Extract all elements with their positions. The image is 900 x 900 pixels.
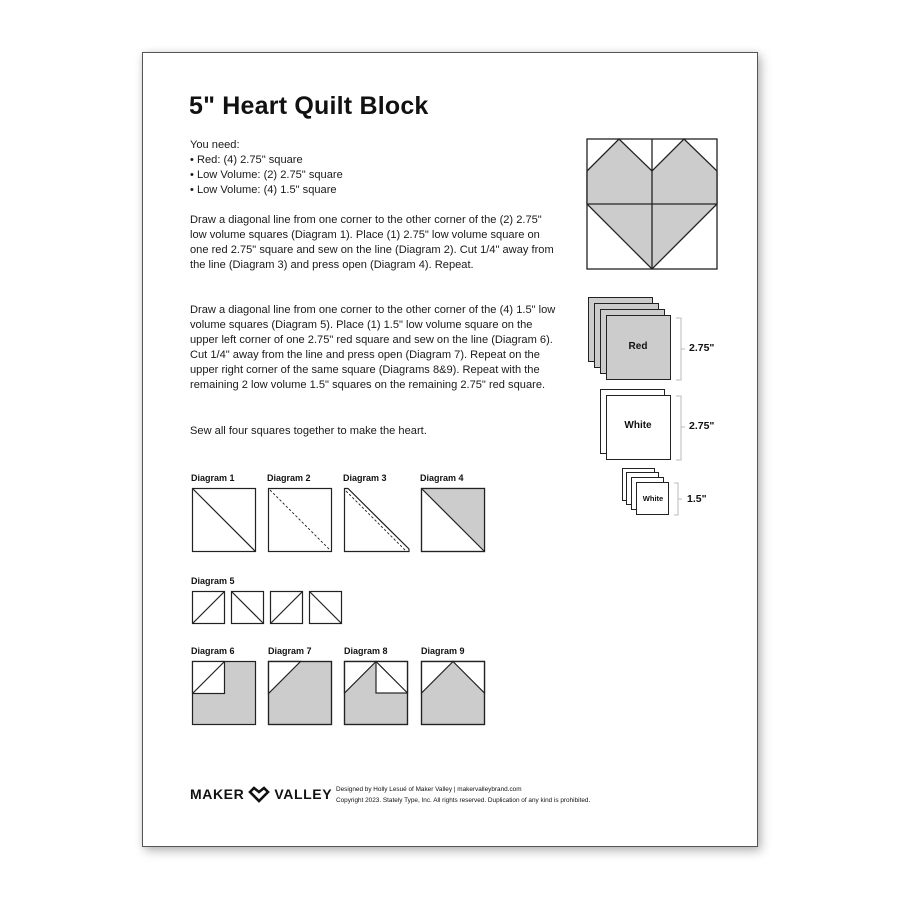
white-large-stack-label: White	[624, 420, 652, 431]
heart-logo-icon	[248, 786, 270, 802]
diagram-6	[192, 661, 256, 725]
diagram-3-label: Diagram 3	[343, 473, 387, 483]
red-stack-label: Red	[628, 341, 648, 352]
diagram-9-label: Diagram 9	[421, 646, 465, 656]
red-stack-dimension: 2.75"	[689, 342, 715, 354]
diagram-4	[421, 488, 485, 552]
white-large-stack-dimension: 2.75"	[689, 420, 715, 432]
materials-list	[190, 138, 560, 198]
diagram-7-label: Diagram 7	[268, 646, 312, 656]
materials-item: • Red: (4) 2.75" square	[190, 154, 303, 166]
materials-item: • Low Volume: (2) 2.75" square	[190, 169, 343, 181]
brand-left: MAKER	[190, 786, 245, 802]
diagram-1-label: Diagram 1	[191, 473, 235, 483]
diagram-4-label: Diagram 4	[420, 473, 464, 483]
copyright-notice: Copyright 2023. Stately Type, Inc. All rights reserved. Duplication of any kind is prohibited.	[336, 797, 591, 804]
footer-credits	[336, 784, 590, 806]
instruction-paragraph-2: Draw a diagonal line from one corner to the other corner of the (4) 1.5" low volume squares (Diagram 5). Place (1) 1.5" low volume square on the upper left corner of one 2.75" red square and sew on the line (Diagram 6). Cut 1/4" away from the line and press open (Diagram 7). Repeat on the upper right corner of the same square (Diagrams 8&9). Repeat with the remaining 2 low volume 1.5" squares on the remaining 2.75" red square.	[190, 304, 556, 391]
heart-block-diagram	[587, 139, 717, 269]
instruction-paragraph-3: Sew all four squares together to make the heart.	[190, 425, 427, 437]
page-title: 5" Heart Quilt Block	[189, 92, 429, 120]
diagram-2-label: Diagram 2	[267, 473, 311, 483]
diagram-3	[344, 488, 410, 552]
diagram-8-label: Diagram 8	[344, 646, 388, 656]
white-small-stack-label: White	[642, 494, 664, 503]
materials-heading: You need:	[190, 139, 240, 151]
maker-valley-logo	[190, 786, 332, 802]
instruction-paragraph-1: Draw a diagonal line from one corner to the other corner of the (2) 2.75" low volume squares (Diagram 1). Place (1) 2.75" low volume square on one red 2.75" square and sew on the line (Diagram 2). Cut 1/4" away from the line (Diagram 3) and press open (Diagram 4). Repeat.	[190, 214, 554, 271]
diagram-8	[344, 661, 408, 725]
diagram-2	[268, 488, 332, 552]
diagram-5-label: Diagram 5	[191, 576, 235, 586]
designer-credit: Designed by Holly Lesué of Maker Valley | makervalleybrand.com	[336, 786, 522, 793]
brand-right: VALLEY	[274, 786, 333, 802]
diagram-7	[268, 661, 332, 725]
diagram-9	[421, 661, 485, 725]
white-small-stack-dimension: 1.5"	[687, 493, 707, 505]
diagram-6-label: Diagram 6	[191, 646, 235, 656]
diagram-5	[192, 591, 342, 625]
diagram-1	[192, 488, 256, 552]
white-small-fabric-stack	[622, 468, 692, 518]
materials-item: • Low Volume: (4) 1.5" square	[190, 184, 337, 196]
